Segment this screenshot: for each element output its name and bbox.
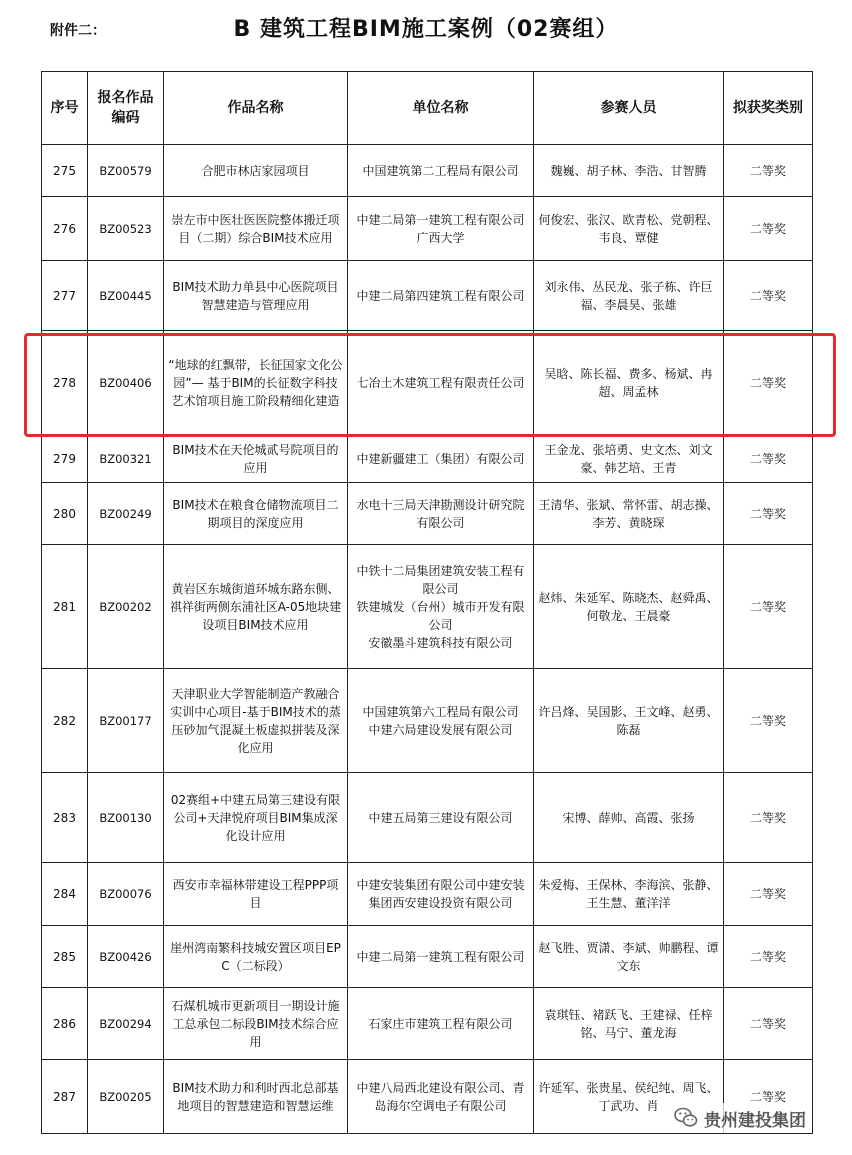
cell-work: 崇左市中医壮医医院整体搬迁项目（二期）综合BIM技术应用: [164, 197, 348, 261]
cell-people: 王金龙、张培勇、史文杰、刘文豪、韩艺培、王青: [534, 435, 724, 483]
cell-code: BZ00205: [88, 1060, 164, 1134]
cell-seq: 285: [42, 926, 88, 988]
cell-work: 天津职业大学智能制造产教融合实训中心项目-基于BIM技术的蒸压砂加气混凝土板虚拟拼装及深化应用: [164, 669, 348, 773]
cell-code: BZ00321: [88, 435, 164, 483]
cell-seq: 281: [42, 545, 88, 669]
cell-people: 刘永伟、丛民龙、张子栋、许巨福、李晨昊、张雄: [534, 261, 724, 331]
cell-award: 二等奖: [724, 773, 813, 863]
cell-seq: 287: [42, 1060, 88, 1134]
table-row: [42, 669, 813, 773]
cell-code: BZ00249: [88, 483, 164, 545]
cell-people: 宋博、薛帅、高霞、张扬: [534, 773, 724, 863]
cell-seq: 278: [42, 331, 88, 435]
cell-org: 中建八局西北建设有限公司、青岛海尔空调电子有限公司: [348, 1060, 534, 1134]
table-header-row: [42, 72, 813, 145]
cell-award: 二等奖: [724, 863, 813, 926]
cell-people: 何俊宏、张汉、欧青松、党朝程、韦良、覃健: [534, 197, 724, 261]
cell-seq: 282: [42, 669, 88, 773]
cell-award: 二等奖: [724, 483, 813, 545]
cell-seq: 284: [42, 863, 88, 926]
table-row: [42, 483, 813, 545]
cell-people: 许延军、张贵星、侯纪纯、周飞、丁武功、肖: [534, 1060, 724, 1134]
cell-award: 二等奖: [724, 669, 813, 773]
cell-code: BZ00406: [88, 331, 164, 435]
table-row: [42, 988, 813, 1060]
cell-org: 中建五局第三建设有限公司: [348, 773, 534, 863]
cell-org: 中建二局第一建筑工程有限公司: [348, 926, 534, 988]
cell-org: 中建安装集团有限公司中建安装集团西安建设投资有限公司: [348, 863, 534, 926]
awards-table: [41, 71, 813, 1134]
cell-org: 中国建筑第二工程局有限公司: [348, 145, 534, 197]
cell-work: 西安市幸福林带建设工程PPP项目: [164, 863, 348, 926]
table-row: [42, 773, 813, 863]
cell-award: 二等奖: [724, 145, 813, 197]
cell-org: 中建新疆建工（集团）有限公司: [348, 435, 534, 483]
cell-org: 水电十三局天津勘测设计研究院有限公司: [348, 483, 534, 545]
watermark: [668, 1103, 812, 1133]
table-row: [42, 331, 813, 435]
column-header-work: 作品名称: [164, 72, 348, 145]
column-header-seq: 序号: [42, 72, 88, 145]
cell-seq: 283: [42, 773, 88, 863]
table-row: [42, 545, 813, 669]
cell-code: BZ00294: [88, 988, 164, 1060]
cell-code: BZ00445: [88, 261, 164, 331]
cell-work: 02赛组+中建五局第三建设有限公司+天津悦府项目BIM集成深化设计应用: [164, 773, 348, 863]
cell-org: 中国建筑第六工程局有限公司 中建六局建设发展有限公司: [348, 669, 534, 773]
cell-code: BZ00177: [88, 669, 164, 773]
cell-work: BIM技术助力和利时西北总部基地项目的智慧建造和智慧运维: [164, 1060, 348, 1134]
cell-code: BZ00523: [88, 197, 164, 261]
cell-work: 崖州湾南繁科技城安置区项目EPC（二标段）: [164, 926, 348, 988]
cell-people: 袁琪钰、褚跃飞、王建禄、任梓铭、马宁、董龙海: [534, 988, 724, 1060]
cell-award: 二等奖: [724, 926, 813, 988]
wechat-icon: [674, 1107, 698, 1129]
column-header-people: 参赛人员: [534, 72, 724, 145]
cell-people: 魏巍、胡子林、李浩、甘智腾: [534, 145, 724, 197]
table-row: [42, 435, 813, 483]
cell-people: 赵炜、朱延军、陈晓杰、赵舜禹、何敬龙、王晨豪: [534, 545, 724, 669]
cell-org: 中建二局第一建筑工程有限公司 广西大学: [348, 197, 534, 261]
cell-code: BZ00579: [88, 145, 164, 197]
cell-code: BZ00426: [88, 926, 164, 988]
table-row: [42, 197, 813, 261]
cell-seq: 275: [42, 145, 88, 197]
cell-seq: 276: [42, 197, 88, 261]
cell-award: 二等奖: [724, 331, 813, 435]
cell-seq: 279: [42, 435, 88, 483]
cell-work: 石煤机城市更新项目一期设计施工总承包二标段BIM技术综合应用: [164, 988, 348, 1060]
cell-seq: 286: [42, 988, 88, 1060]
cell-work: “地球的红飘带，长征国家文化公园”— 基于BIM的长征数字科技艺术馆项目施工阶段精细化建造: [164, 331, 348, 435]
cell-work: BIM技术在粮食仓储物流项目二期项目的深度应用: [164, 483, 348, 545]
cell-award: 二等奖: [724, 261, 813, 331]
table-row: [42, 261, 813, 331]
cell-award: 二等奖: [724, 988, 813, 1060]
cell-org: 七冶土木建筑工程有限责任公司: [348, 331, 534, 435]
cell-people: 朱爱梅、王保林、李海滨、张静、王生慧、董洋洋: [534, 863, 724, 926]
column-header-code: 报名作品编码: [88, 72, 164, 145]
cell-work: 合肥市林店家园项目: [164, 145, 348, 197]
column-header-org: 单位名称: [348, 72, 534, 145]
cell-code: BZ00076: [88, 863, 164, 926]
cell-org: 中铁十二局集团建筑安装工程有限公司 铁建城发（台州）城市开发有限公司 安徽墨斗建筑科技有限公司: [348, 545, 534, 669]
watermark-text: 贵州建投集团: [704, 1110, 806, 1131]
attachment-label: 附件二：: [50, 23, 106, 39]
cell-code: BZ00202: [88, 545, 164, 669]
cell-work: BIM技术助力单县中心医院项目智慧建造与管理应用: [164, 261, 348, 331]
cell-work: 黄岩区东城街道环城东路东侧、祺祥街两侧东浦社区A-05地块建设项目BIM技术应用: [164, 545, 348, 669]
cell-code: BZ00130: [88, 773, 164, 863]
cell-work: BIM技术在天伦城贰号院项目的应用: [164, 435, 348, 483]
page-title: B 建筑工程BIM施工案例（02赛组）: [233, 17, 619, 42]
cell-award: 二等奖: [724, 545, 813, 669]
column-header-award: 拟获奖类别: [724, 72, 813, 145]
cell-seq: 277: [42, 261, 88, 331]
table-row: [42, 926, 813, 988]
cell-award: 二等奖: [724, 1060, 813, 1134]
cell-seq: 280: [42, 483, 88, 545]
cell-people: 赵飞胜、贾潇、李斌、帅鹏程、谭文东: [534, 926, 724, 988]
cell-org: 中建二局第四建筑工程有限公司: [348, 261, 534, 331]
cell-people: 吴晗、陈长福、费多、杨斌、冉超、周孟林: [534, 331, 724, 435]
cell-award: 二等奖: [724, 435, 813, 483]
cell-award: 二等奖: [724, 197, 813, 261]
table-row: [42, 145, 813, 197]
cell-people: 许吕烽、吴国影、王文峰、赵勇、陈磊: [534, 669, 724, 773]
cell-people: 王清华、张斌、常怀雷、胡志操、李芳、黄晓琛: [534, 483, 724, 545]
cell-org: 石家庄市建筑工程有限公司: [348, 988, 534, 1060]
table-row: [42, 863, 813, 926]
